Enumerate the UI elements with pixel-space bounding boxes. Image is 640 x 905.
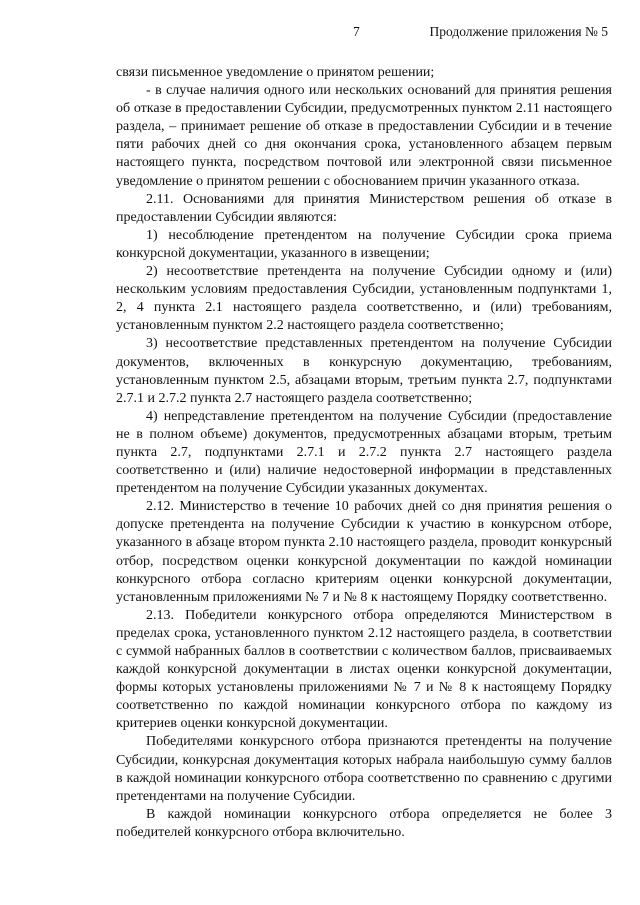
paragraph-refusal-case: - в случае наличия одного или нескольких оснований для принятия решения об отказе в предоставлении Субсидии, предусмотренных пунктом 2.11 настоящего раздела, – принимает решение об отказе в предоставлении Субсидии и в течение пяти рабочих дней со дня окончания срока, установленного абзацем первым настоящего пункта, посредством почтовой или электронной связи письменное уведомление о принятом решении с обоснованием причин указанного отказа. bbox=[116, 83, 612, 189]
paragraph-winners-limit: В каждой номинации конкурсного отбора определяется не более 3 победителей конкурсного отбора включительно. bbox=[116, 806, 612, 840]
appendix-header: Продолжение приложения № 5 bbox=[429, 24, 608, 39]
page-number: 7 bbox=[353, 24, 360, 39]
paragraph-2-11-item-3: 3) несоответствие представленных претендентом на получение Субсидии документов, включенных в конкурсную документацию, требованиям, установленным пунктом 2.5, абзацами вторым, третьим пункта 2.7, подпунктами 2.7.1 и 2.7.2 пункта 2.7 настоящего раздела соответственно; bbox=[116, 336, 612, 406]
paragraph-2-13: 2.13. Победители конкурсного отбора определяются Министерством в пределах срока, установленного пунктом 2.12 настоящего раздела, в соответствии с суммой набранных баллов в соответствии с количеством баллов, присваиваемых каждой конкурсной документации в листах оценки конкурсной документации, формы которых установлены приложениями № 7 и № 8 к настоящему Порядку соответственно по каждой номинации конкурсного отбора по каждому из критериев оценки конкурсной документации. bbox=[116, 607, 612, 732]
paragraph-continuation: связи письменное уведомление о принятом решении; bbox=[116, 65, 435, 80]
paragraph-2-12: 2.12. Министерство в течение 10 рабочих дней со дня принятия решения о допуске претендента на получение Субсидии к участию в конкурсном отборе, указанного в абзаце втором пункта 2.10 настоящего раздела, проводит конкурсный отбор, посредством оценки конкурсной документации по каждой номинации конкурсного отбора согласно критериям оценки конкурсной документации, установленным приложениями № 7 и № 8 к настоящему Порядку соответственно. bbox=[116, 499, 612, 605]
paragraph-2-11-item-4: 4) непредставление претендентом на получение Субсидии (предоставление не в полном объеме) документов, предусмотренных абзацами вторым, третьим пункта 2.7, подпунктами 2.7.1 и 2.7.2 пункта 2.7 настоящего раздела соответственно и (или) наличие недостоверной информации в представленных претендентом на получение Субсидии указанных документах. bbox=[116, 408, 612, 497]
paragraph-2-11-item-1: 1) несоблюдение претендентом на получение Субсидии срока приема конкурсной документации, указанного в извещении; bbox=[116, 227, 612, 261]
paragraph-2-11: 2.11. Основаниями для принятия Министерством решения об отказе в предоставлении Субсидии являются: bbox=[116, 191, 612, 225]
paragraph-2-11-item-2: 2) несоответствие претендента на получение Субсидии одному и (или) нескольким условиям предоставления Субсидии, установленным подпунктами 1, 2, 4 пункта 2.1 настоящего раздела соответственно, и (или) требованиям, установленным пунктом 2.2 настоящего раздела соответственно; bbox=[116, 264, 612, 334]
paragraph-winners: Победителями конкурсного отбора признаются претенденты на получение Субсидии, конкурсная документация которых набрала наибольшую сумму баллов в каждой номинации конкурсного отбора соответственно по сравнению с другими претендентами на получение Субсидии. bbox=[116, 734, 612, 804]
document-body bbox=[116, 64, 612, 842]
